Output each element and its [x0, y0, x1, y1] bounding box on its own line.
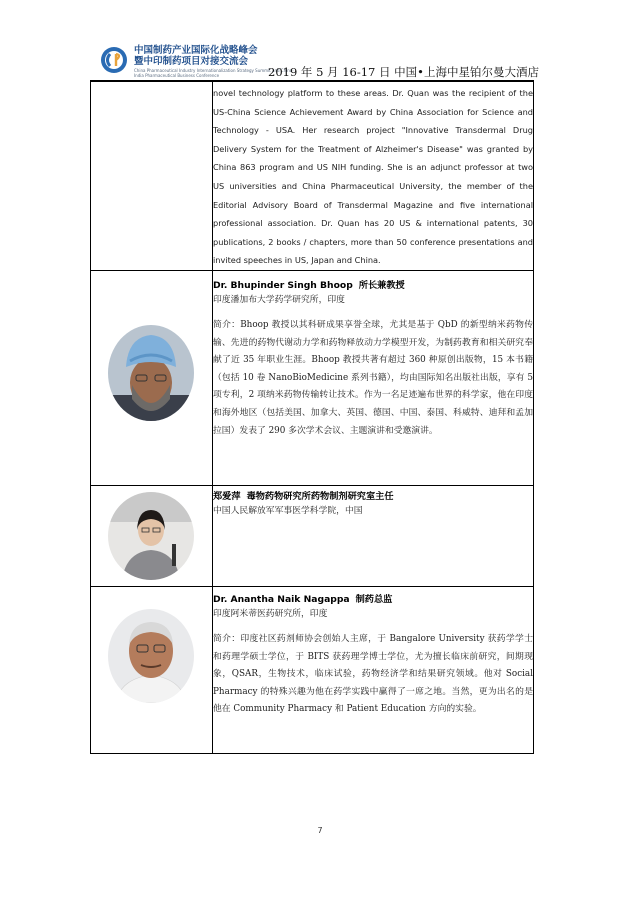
page-number: 7 [317, 826, 323, 835]
speaker-affiliation: 印度潘加布大学药学研究所，印度 [213, 294, 345, 305]
speaker-name-text: Dr. Bhupinder Singh Bhoop [213, 279, 353, 291]
speaker-row-bhoop [91, 270, 534, 485]
bio-cell [213, 82, 534, 271]
speaker-name-text: 郑爱萍 [213, 490, 241, 502]
speaker-table [90, 81, 534, 754]
photo-cell [91, 485, 213, 586]
speaker-row-continuation [91, 82, 534, 271]
photo-cell-empty [91, 82, 213, 271]
photo-cell [91, 586, 213, 753]
speaker-name-text: Dr. Anantha Naik Nagappa [213, 593, 350, 605]
speaker-affiliation: 中国人民解放军军事医学科学院，中国 [213, 505, 363, 516]
bio-continuation: novel technology platform to these areas. Dr. Quan was the recipient of the US-China Science Achievement Award by China Association for Science and Technology - USA. Her research project "Innovative Transdermal Drug Delivery System for the Treatment of Alzheimer's Disease" was granted by China 863 program and US NIH funding. She is an adjunct professor at two US universities and China Pharmaceutical University, the member of the Editorial Advisory Board of Transdermal Magazine and five international professional association. Dr. Quan has 20 US & international patents, 30 publications, 2 books / chapters, more than 50 conference presentations and invited speeches in US, Japan and China. [213, 88, 533, 266]
bio-cell [213, 270, 534, 485]
org-name-en: China Pharmaceutical Industry Internationalization Strategy Summit and China-India Pharmaceutical Business Conference [134, 68, 294, 78]
speaker-row-nagappa [91, 586, 534, 753]
org-name-cn [134, 45, 258, 67]
speaker-title: 毒物药物研究所药物制剂研究室主任 [246, 490, 394, 502]
speaker-photo-nagappa [108, 609, 194, 703]
org-name-cn-line1: 中国制药产业国际化战略峰会 [134, 45, 258, 56]
page-header [0, 0, 640, 82]
speaker-photo-bhoop [108, 325, 194, 421]
speaker-title: 所长兼教授 [358, 279, 405, 291]
cip-logo-icon [100, 46, 128, 74]
speaker-photo-zheng [108, 492, 194, 580]
speaker-title: 制药总监 [355, 593, 393, 605]
speaker-intro: 简介：印度社区药剂师协会创始人主席，于 Bangalore University 获药学学士和药理学硕士学位，于 BITS 获药理学博士学位，尤为擅长临床前研究，间期现象，QSAR，生物技术，临床试验，药物经济学和结果研究领域。他对 Social Pharmacy 的特殊兴趣为他在药学实践中赢得了一席之地。当然，更为出名的是他在 Community Pharmacy 和 Patient Education 方向的实验。 [213, 633, 533, 715]
bio-cell [213, 586, 534, 753]
speaker-name [213, 490, 533, 504]
speaker-affiliation: 印度阿米蒂医药研究所，印度 [213, 608, 328, 619]
org-name-cn-line2: 暨中印制药项目对接交流会 [134, 56, 249, 67]
speaker-name [213, 279, 533, 293]
bio-cell [213, 485, 534, 586]
speaker-name [213, 593, 533, 607]
photo-cell [91, 270, 213, 485]
event-info: 2019 年 5 月 16-17 日 中国•上海中星铂尔曼大酒店 [268, 65, 539, 79]
speaker-row-zheng [91, 485, 534, 586]
speaker-intro: 简介：Bhoop 教授以其科研成果享誉全球，尤其是基于 QbD 的新型纳米药物传输、先进的药物代谢动力学和药物释放动力学模型开发，为制药教育和相关研究奉献了近 35 年职业生涯。Bhoop 教授共著有超过 360 种原创出版物，15 本书籍（包括 10 卷 NanoBioMedicine 系列书籍），均由国际知名出版社出版，享有 5 项专利，2 项纳米药物传输转让技术。作为一名足迹遍布世界的科学家，他在印度和海外地区（包括美国、加拿大、英国、德国、中国、泰国、科威特、迪拜和孟加拉国）发表了 290 多次学术会议、主题演讲和受邀演讲。 [213, 319, 533, 436]
